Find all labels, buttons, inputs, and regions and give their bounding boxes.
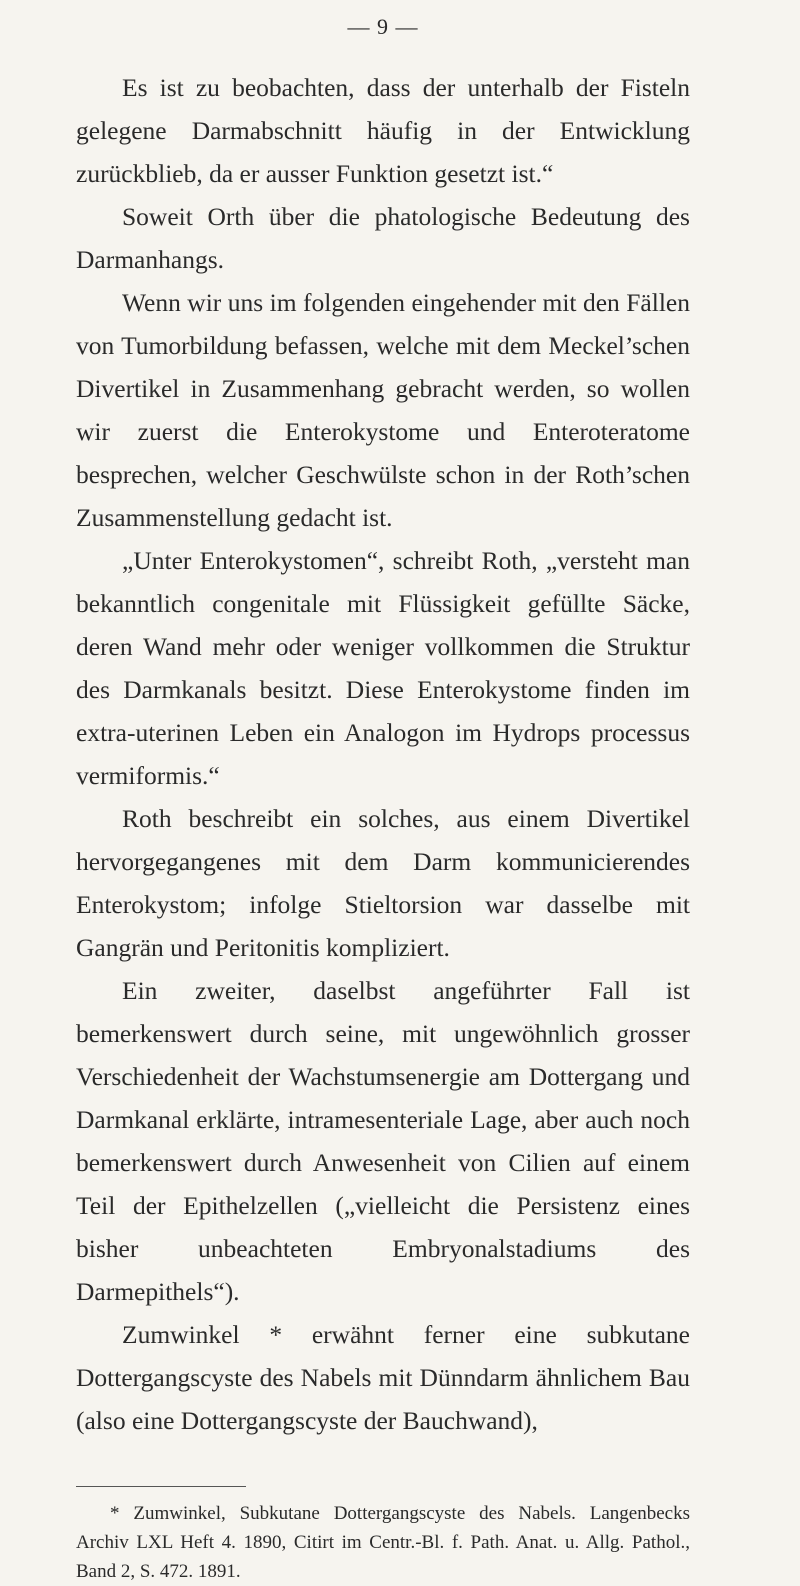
paragraph-1: Es ist zu beobachten, dass der unterhalb der Fisteln gelegene Darmabschnitt häufig in der Entwicklung zurückblieb, da er ausser Funktion gesetzt ist.“: [76, 73, 690, 188]
paragraph-3: Wenn wir uns im folgenden eingehender mit den Fällen von Tumorbildung befassen, welche mit dem Meckel’schen Divertikel in Zusammenhang gebracht werden, so wollen wir zuerst die Enterokystome und Enteroteratome besprechen, welcher Geschwülste schon in der Roth’schen Zusammenstellung gedacht ist.: [76, 288, 690, 532]
paragraph-2: Soweit Orth über die phatologische Bedeutung des Darmanhangs.: [76, 202, 690, 274]
paragraph-6: Ein zweiter, daselbst angeführter Fall ist bemerkenswert durch seine, mit ungewöhnlich grosser Verschiedenheit der Wachstumsenergie am Dottergang und Darmkanal erklärte, intramesenteriale Lage, aber auch noch bemerkenswert durch Anwesenheit von Cilien auf einem Teil der Epithelzellen („vielleicht die Persistenz eines bisher unbeachteten Embryonalstadiums des Darmepithels“).: [76, 976, 690, 1306]
page-number: — 9 —: [347, 14, 419, 39]
footnote-divider: [76, 1486, 246, 1487]
paragraph-5: Roth beschreibt ein solches, aus einem Divertikel hervorgegangenes mit dem Darm kommunicierendes Enterokystom; infolge Stieltorsion war dasselbe mit Gangrän und Peritonitis kompliziert.: [76, 804, 690, 962]
paragraph-7: Zumwinkel * erwähnt ferner eine subkutane Dottergangscyste des Nabels mit Dünndarm ähnlichem Bau (also eine Dottergangscyste der Bauchwand),: [76, 1320, 690, 1435]
paragraph-4: „Unter Enterokystomen“, schreibt Roth, „versteht man bekanntlich congenitale mit Flüssigkeit gefüllte Säcke, deren Wand mehr oder weniger vollkommen die Struktur des Darmkanals besitzt. Diese Enterokystome finden im extra-uterinen Leben ein Analogon im Hydrops processus vermiformis.“: [76, 546, 690, 790]
footnote: * Zumwinkel, Subkutane Dottergangscyste des Nabels. Langenbecks Archiv LXL Heft 4. 1890, Citirt im Centr.-Bl. f. Path. Anat. u. Allg. Pathol., Band 2, S. 472. 1891.: [76, 1503, 690, 1582]
body-text: [76, 66, 690, 1442]
